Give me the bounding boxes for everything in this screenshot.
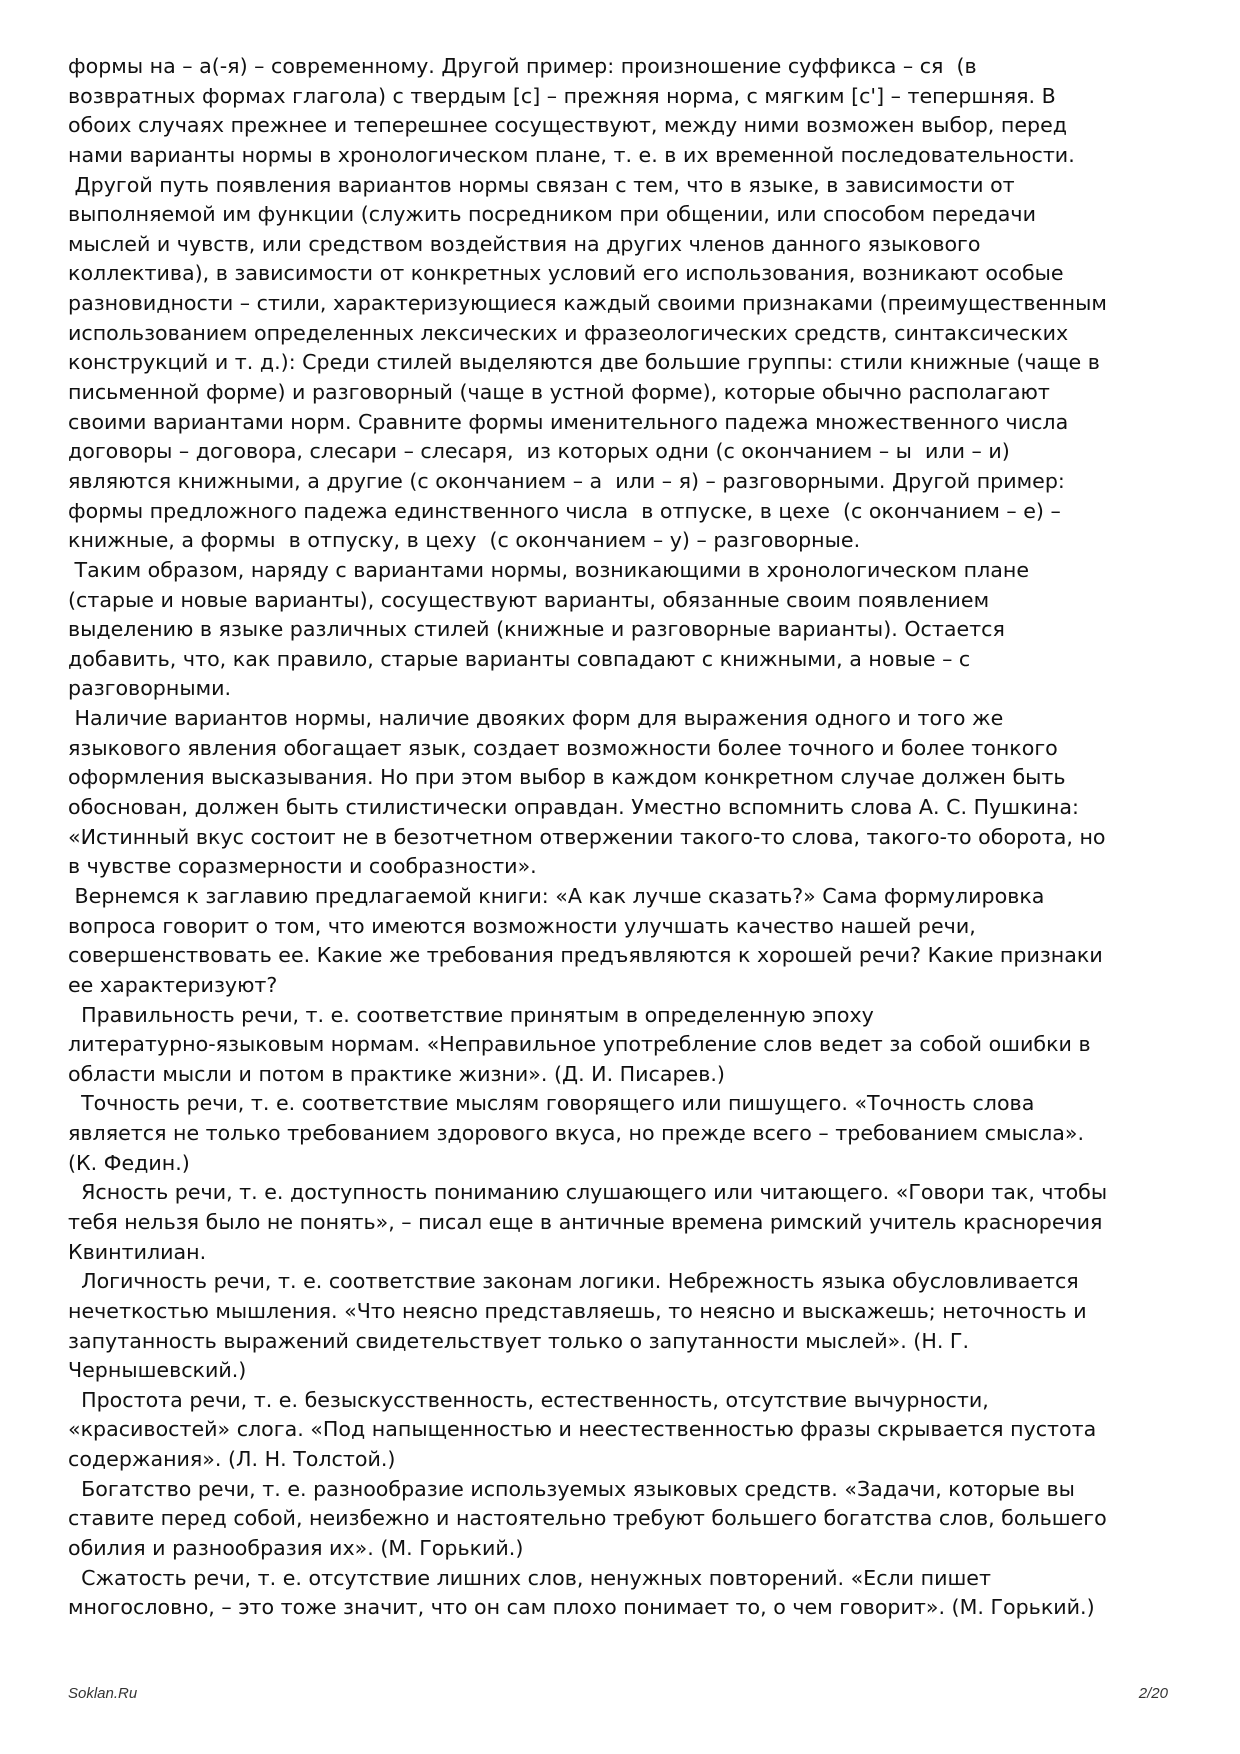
text-line: (старые и новые варианты), сосуществуют варианты, обязанные своим появлением: [68, 587, 990, 612]
text-line: содержания». (Л. Н. Толстой.): [68, 1447, 396, 1472]
text-line: обоснован, должен быть стилистически оправдан. Уместно вспомнить слова А. С. Пушкина:: [68, 795, 1079, 820]
text-line: литературно-языковым нормам. «Неправильное употребление слов ведет за собой ошибки в: [68, 1032, 1091, 1057]
text-line: Вернемся к заглавию предлагаемой книги: «А как лучше сказать?» Сама формулировка: [68, 883, 1045, 908]
text-line: разговорными.: [68, 676, 232, 701]
text-line: многословно, – это тоже значит, что он сам плохо понимает то, о чем говорит». (М. Горький.): [68, 1595, 1095, 1620]
text-line: Квинтилиан.: [68, 1239, 207, 1264]
text-line: коллектива), в зависимости от конкретных условий его использования, возникают особые: [68, 261, 1064, 286]
text-line: вопроса говорит о том, что имеются возможности улучшать качество нашей речи,: [68, 913, 976, 938]
text-line: мыслей и чувств, или средством воздействия на других членов данного языкового: [68, 231, 981, 256]
text-line: (К. Федин.): [68, 1150, 190, 1175]
text-line: Таким образом, наряду с вариантами нормы, возникающими в хронологическом плане: [68, 557, 1030, 582]
text-line: тебя нельзя было не понять», – писал еще в античные времена римский учитель красноречия: [68, 1209, 1103, 1234]
text-line: Наличие вариантов нормы, наличие двояких форм для выражения одного и того же: [68, 706, 1004, 731]
text-line: обилия и разнообразия их». (М. Горький.): [68, 1536, 524, 1561]
text-line: области мысли и потом в практике жизни». (Д. И. Писарев.): [68, 1061, 725, 1086]
text-line: конструкций и т. д.): Среди стилей выделяются две большие группы: стили книжные (чаще в: [68, 350, 1100, 375]
text-line: выполняемой им функции (служить посредником при общении, или способом передачи: [68, 202, 1036, 227]
text-line: письменной форме) и разговорный (чаще в устной форме), которые обычно располагают: [68, 380, 1050, 405]
text-line: языкового явления обогащает язык, создает возможности более точного и более тонкого: [68, 735, 1058, 760]
text-line: «Истинный вкус состоит не в безотчетном отвержении такого-то слова, такого-то оборота, но: [68, 824, 1106, 849]
text-line: разновидности – стили, характеризующиеся каждый своими признаками (преимущественным: [68, 291, 1107, 316]
text-line: «красивостей» слога. «Под напыщенностью и неестественностью фразы скрывается пустота: [68, 1417, 1097, 1442]
text-line: являются книжными, а другие (с окончанием – а или – я) – разговорными. Другой пример:: [68, 468, 1065, 493]
text-line: Ясность речи, т. е. доступность пониманию слушающего или читающего. «Говори так, чтобы: [68, 1180, 1108, 1205]
text-line: Логичность речи, т. е. соответствие законам логики. Небрежность языка обусловливается: [68, 1269, 1079, 1294]
text-line: совершенствовать ее. Какие же требования предъявляются к хорошей речи? Какие признаки: [68, 943, 1103, 968]
text-line: нечеткостью мышления. «Что неясно представляешь, то неясно и выскажешь; неточность и: [68, 1298, 1087, 1323]
footer-site-name: Soklan.Ru: [68, 1685, 138, 1702]
text-line: нами варианты нормы в хронологическом плане, т. е. в их временной последовательности.: [68, 142, 1075, 167]
text-line: в чувстве соразмерности и сообразности».: [68, 854, 537, 879]
text-line: ее характеризуют?: [68, 972, 278, 997]
text-line: возвратных формах глагола) с твердым [с] – прежняя норма, с мягким [с'] – тепершняя. В: [68, 83, 1056, 108]
text-line: обоих случаях прежнее и теперешнее сосуществуют, между ними возможен выбор, перед: [68, 113, 1068, 138]
text-line: является не только требованием здорового вкуса, но прежде всего – требованием смысла».: [68, 1121, 1085, 1146]
footer-page-number: 2/20: [1138, 1685, 1168, 1702]
text-line: ставите перед собой, неизбежно и настоятельно требуют большего богатства слов, большего: [68, 1506, 1107, 1531]
text-line: Простота речи, т. е. безыскусственность, естественность, отсутствие вычурности,: [68, 1387, 989, 1412]
text-line: добавить, что, как правило, старые варианты совпадают с книжными, а новые – с: [68, 646, 971, 671]
text-line: Чернышевский.): [68, 1358, 247, 1383]
text-line: своими вариантами норм. Сравните формы именительного падежа множественного числа: [68, 409, 1069, 434]
text-line: Точность речи, т. е. соответствие мыслям говорящего или пишущего. «Точность слова: [68, 1091, 1035, 1116]
text-line: оформления высказывания. Но при этом выбор в каждом конкретном случае должен быть: [68, 765, 1066, 790]
text-line: Правильность речи, т. е. соответствие принятым в определенную эпоху: [68, 1002, 874, 1027]
text-line: книжные, а формы в отпуску, в цеху (с окончанием – у) – разговорные.: [68, 528, 861, 553]
text-line: формы предложного падежа единственного числа в отпуске, в цехе (с окончанием – е) –: [68, 498, 1061, 523]
text-line: выделению в языке различных стилей (книжные и разговорные варианты). Остается: [68, 617, 1005, 642]
text-line: Сжатость речи, т. е. отсутствие лишних слов, ненужных повторений. «Если пишет: [68, 1565, 991, 1590]
text-line: Другой путь появления вариантов нормы связан с тем, что в языке, в зависимости от: [68, 172, 1015, 197]
text-line: запутанность выражений свидетельствует только о запутанности мыслей». (Н. Г.: [68, 1328, 970, 1353]
text-line: использованием определенных лексических и фразеологических средств, синтаксических: [68, 320, 1069, 345]
text-line: Богатство речи, т. е. разнообразие используемых языковых средств. «Задачи, которые вы: [68, 1476, 1075, 1501]
text-line: договоры – договора, слесари – слесаря, из которых одни (с окончанием – ы или – и): [68, 439, 1010, 464]
body-text: [68, 52, 1183, 1623]
text-line: формы на – а(-я) – современному. Другой пример: произношение суффикса – ся (в: [68, 54, 977, 78]
